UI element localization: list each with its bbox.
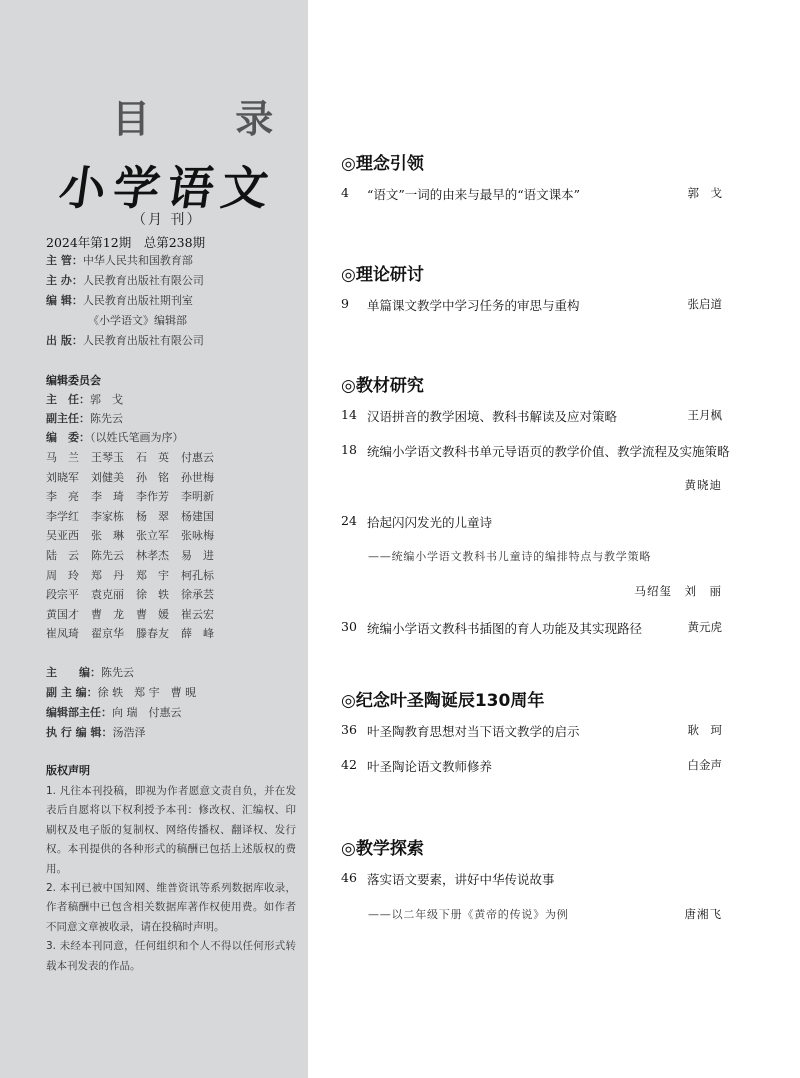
toc-entry[interactable]	[341, 619, 722, 637]
toc-entry[interactable]	[341, 757, 722, 775]
toc-entry[interactable]	[341, 296, 722, 314]
committee-member: 林孝杰	[136, 548, 169, 562]
toc-entry[interactable]	[341, 870, 722, 888]
committee-member-row	[46, 507, 276, 527]
copyright-notice	[46, 782, 296, 976]
article-title: 叶圣陶论语文教师修养	[367, 759, 493, 774]
page-number: 4	[341, 185, 349, 200]
copyright-item: 3. 未经本刊同意，任何组织和个人不得以任何形式转载本刊发表的作品。	[46, 940, 296, 972]
committee-member: 吴亚西	[46, 529, 79, 543]
committee-member-row	[46, 624, 276, 644]
page-number: 24	[341, 513, 357, 528]
page-number: 14	[341, 407, 357, 422]
frequency-label: （月 刊）	[132, 212, 203, 228]
committee-member: 陆 云	[46, 548, 79, 562]
article-subtitle: ——以二年级下册《黄帝的传说》为例	[368, 908, 569, 921]
committee-member: 李 亮	[46, 490, 79, 504]
committee-member: 付惠云	[181, 451, 214, 464]
committee-heading: 编辑委员会	[46, 374, 101, 387]
article-subtitle: ——统编小学语文教科书儿童诗的编排特点与教学策略	[368, 550, 652, 563]
toc-section-title: ◎教学探索	[341, 839, 424, 859]
committee-member: 孙世梅	[181, 470, 214, 484]
masthead-row: 编 辑：人民教育出版社期刊室	[46, 294, 193, 307]
committee-member: 易 进	[181, 548, 214, 562]
toc-entry[interactable]	[341, 185, 722, 203]
committee-member: 李家栋	[91, 509, 124, 523]
committee-row: 编 委：（以姓氏笔画为序）	[46, 431, 184, 444]
page-number: 36	[341, 722, 357, 737]
page-number: 9	[341, 296, 349, 311]
committee-member: 王琴玉	[91, 451, 124, 464]
committee-member: 李 琦	[91, 490, 124, 504]
committee-member: 段宗平	[46, 588, 79, 602]
article-author: 郭 戈	[687, 186, 722, 200]
committee-member: 郑 宇	[136, 568, 169, 582]
committee-member: 孙 铭	[136, 470, 169, 484]
committee-member: 李明新	[181, 490, 214, 504]
article-title: 叶圣陶教育思想对当下语文教学的启示	[367, 724, 580, 739]
committee-member: 张 琳	[91, 529, 124, 543]
committee-member-row	[46, 546, 276, 566]
committee-member: 崔凤琦	[46, 627, 79, 641]
committee-member: 薛 峰	[181, 627, 214, 641]
article-author: 王月枫	[687, 408, 722, 422]
committee-member-row	[46, 448, 276, 468]
article-author: 唐湘飞	[684, 907, 722, 921]
committee-member: 翟京华	[91, 627, 124, 641]
masthead-row: 主 管：中华人民共和国教育部	[46, 254, 193, 267]
staff-row: 执 行 编 辑：汤浩泽	[46, 726, 146, 739]
staff-row: 副 主 编：徐 轶 郑 宇 曹 晛	[46, 686, 197, 699]
committee-member: 滕春友	[136, 627, 169, 641]
masthead-row: 《小学语文》编辑部	[88, 314, 187, 327]
page-number: 18	[341, 442, 357, 457]
article-title: 落实语文要素，讲好中华传说故事	[367, 872, 555, 887]
committee-member: 刘晓军	[46, 470, 79, 484]
toc-entry[interactable]	[341, 442, 730, 460]
committee-members	[46, 448, 276, 644]
toc-section-title: ◎纪念叶圣陶诞辰130周年	[341, 691, 545, 711]
committee-row: 主 任：郭 戈	[46, 393, 123, 406]
copyright-item: 1. 凡往本刊投稿，即视为作者愿意文责自负，并在发表后自愿将以下权利授予本刊：修改权、汇编权、印刷权及电子版的复制权、网络传播权、翻译权、发行权。本刊提供的各种形式的稿酬已包括上述版权的费用。	[46, 785, 296, 875]
committee-row: 副主任：陈先云	[46, 412, 123, 425]
toc-section-title: ◎理论研讨	[341, 265, 424, 285]
staff-row: 主 编：陈先云	[46, 666, 134, 679]
copyright-heading: 版权声明	[46, 764, 90, 777]
committee-member: 崔云宏	[181, 607, 214, 621]
committee-member: 杨 翠	[136, 509, 169, 523]
committee-member: 徐承芸	[181, 588, 214, 602]
committee-member-row	[46, 566, 276, 586]
committee-member: 周 玲	[46, 568, 79, 582]
staff-row: 编辑部主任：向 瑞 付惠云	[46, 706, 182, 719]
committee-member: 袁克丽	[91, 588, 124, 602]
committee-member-row	[46, 487, 276, 507]
committee-member: 柯孔标	[181, 568, 214, 582]
committee-member-row	[46, 526, 276, 546]
committee-member: 张立军	[136, 529, 169, 543]
article-title: 汉语拼音的教学困境、教科书解读及应对策略	[367, 409, 618, 424]
committee-member-row	[46, 468, 276, 488]
article-author: 黄晓迪	[684, 478, 722, 492]
committee-member: 黄国才	[46, 607, 79, 621]
article-author: 白金声	[687, 758, 722, 772]
toc-entry[interactable]	[341, 722, 722, 740]
page-number: 30	[341, 619, 357, 634]
copyright-item: 2. 本刊已被中国知网、维普资讯等系列数据库收录，作者稿酬中已包含相关数据库著作权使用费。如作者不同意文章被收录，请在投稿时声明。	[46, 882, 296, 933]
toc-section-title: ◎理念引领	[341, 154, 424, 174]
committee-member-row	[46, 585, 276, 605]
committee-member: 曹 龙	[91, 607, 124, 621]
committee-member: 郑 丹	[91, 568, 124, 582]
article-author: 黄元虎	[687, 620, 722, 634]
toc-entry[interactable]	[341, 407, 722, 425]
toc-section-title: ◎教材研究	[341, 376, 424, 396]
committee-member: 石 英	[136, 451, 169, 464]
masthead-row: 主 办：人民教育出版社有限公司	[46, 274, 204, 287]
issue-number: 2024年第12期 总第238期	[46, 235, 206, 250]
committee-member: 李作芳	[136, 490, 169, 504]
committee-member: 曹 媛	[136, 607, 169, 621]
toc-entry[interactable]	[341, 513, 722, 531]
article-title: 统编小学语文教科书单元导语页的教学价值、教学流程及实施策略	[367, 444, 730, 459]
committee-member: 李学红	[46, 509, 79, 523]
committee-member-row	[46, 605, 276, 625]
committee-member: 马 兰	[46, 451, 79, 464]
article-author: 张启道	[687, 297, 722, 311]
committee-member: 陈先云	[91, 548, 124, 562]
article-author: 马绍玺 刘 丽	[634, 584, 722, 598]
contents-heading: 目 录	[112, 96, 310, 141]
committee-member: 杨建国	[181, 509, 214, 523]
masthead-row: 出 版：人民教育出版社有限公司	[46, 334, 204, 347]
page-number: 42	[341, 757, 357, 772]
article-title: “语文”一词的由来与最早的“语文课本”	[367, 187, 581, 202]
article-title: 拾起闪闪发光的儿童诗	[367, 515, 493, 530]
article-author: 耿 珂	[687, 723, 722, 737]
committee-member: 刘健美	[91, 470, 124, 484]
committee-member: 徐 轶	[136, 588, 169, 602]
committee-member: 张咏梅	[181, 529, 214, 543]
article-title: 单篇课文教学中学习任务的审思与重构	[367, 298, 580, 313]
article-title: 统编小学语文教科书插图的育人功能及其实现路径	[367, 621, 643, 636]
journal-title: 小学语文	[55, 161, 280, 215]
page-number: 46	[341, 870, 357, 885]
